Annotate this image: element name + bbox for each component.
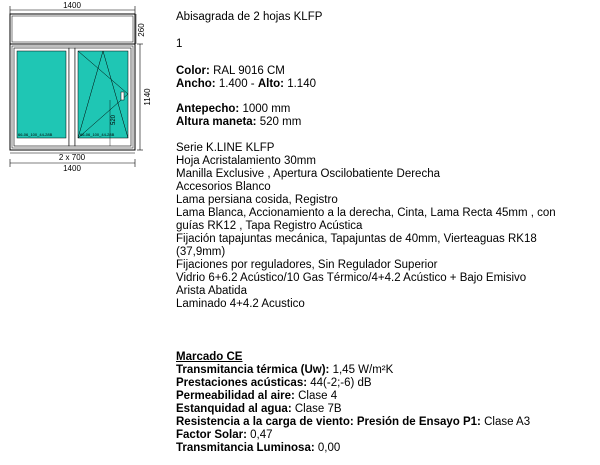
dim-box-label: 260 — [137, 23, 146, 37]
ce-row — [176, 442, 340, 455]
spec-line: Fijación tapajuntas mecánica, Tapajuntas de 40mm, Vierteaguas RK18 — [176, 233, 537, 245]
spec-line: Serie K.LINE KLFP — [176, 142, 275, 154]
maneta-label: Altura maneta: — [176, 116, 257, 128]
spec-line: Lama Blanca, Accionamiento a la derecha, Cinta, Lama Recta 45mm , con — [176, 207, 556, 219]
spec-line: Manilla Exclusive , Apertura Oscilobatiente Derecha — [176, 168, 440, 180]
dim-height-label: 1140 — [143, 88, 152, 106]
color-value: RAL 9016 CM — [213, 65, 285, 77]
ce-row-label: Estanquidad al agua: — [176, 403, 292, 415]
ancho-value: 1.400 — [218, 78, 248, 90]
antepecho-line — [176, 103, 290, 116]
ce-row — [176, 416, 530, 429]
window-diagram — [0, 0, 165, 175]
spec-line: Laminado 4+4.2 Acustico — [176, 298, 305, 310]
maneta-line — [176, 116, 301, 129]
spec-line: (37,9mm) — [176, 246, 226, 258]
spec-line: Fijaciones por reguladores, Sin Regulador Superior — [176, 259, 438, 271]
ce-row — [176, 403, 342, 416]
spec-line: Lama persiana cosida, Registro — [176, 194, 338, 206]
size-line: Ancho: 1.400 - Alto: 1.140 — [176, 78, 316, 90]
ce-row-label: Factor Solar: — [176, 429, 247, 441]
color-line — [176, 65, 285, 78]
ce-row — [176, 377, 372, 390]
left-glass — [17, 51, 66, 138]
right-glass-label: 66-06_100_44-28B — [80, 132, 115, 137]
spec-line: Arista Abatida — [176, 285, 247, 297]
handle-icon — [121, 92, 124, 100]
ce-row-label: Transmitancia térmica (Uw): — [176, 364, 330, 376]
dim-bottom-label: 1400 — [63, 164, 81, 173]
shutter-box — [10, 14, 135, 44]
ce-row — [176, 364, 393, 377]
spec-line: guías RK12 , Tapa Registro Acústica — [176, 220, 363, 232]
ce-row-label: Resistencia a la carga de viento: Presión de Ensayo P1: — [176, 416, 481, 428]
dim-split-label: 2 x 700 — [58, 153, 86, 162]
left-glass-label: 66-06_100_44-28B — [18, 132, 53, 137]
ce-heading: Marcado CE — [176, 351, 243, 363]
alto-label: Alto: — [257, 78, 285, 90]
ce-row — [176, 429, 273, 442]
dim-handle-label: 520 — [111, 114, 117, 126]
ancho-label: Ancho: — [176, 78, 216, 90]
antepecho-value: 1000 mm — [242, 103, 291, 115]
maneta-value: 520 mm — [259, 116, 302, 128]
antepecho-label: Antepecho: — [176, 103, 240, 115]
spec-line: Vidrio 6+6.2 Acústico/10 Gas Térmico/4+4.2 Acústico + Bajo Emisivo — [176, 272, 527, 284]
right-glass — [78, 51, 128, 138]
ce-row — [176, 390, 337, 403]
ce-row-value: Clase A3 — [484, 416, 531, 428]
ce-row-label: Permeabilidad al aire: — [176, 390, 295, 402]
quantity: 1 — [176, 38, 183, 50]
product-title: Abisagrada de 2 hojas KLFP — [176, 11, 323, 23]
ce-row-value: 0,47 — [250, 429, 273, 441]
ce-row-value: 44(-2;-6) dB — [310, 377, 372, 389]
mullion — [69, 48, 75, 146]
color-label: Color: — [176, 65, 210, 77]
window-drawing — [0, 0, 165, 175]
ce-row-label: Prestaciones acústicas: — [176, 377, 308, 389]
dim-top-label: 1400 — [63, 1, 81, 10]
ce-row-value: 0,00 — [317, 442, 341, 454]
ce-row-value: Clase 4 — [298, 390, 338, 402]
ce-row-label: Transmitancia Luminosa: — [176, 442, 315, 454]
ce-row-value: 1,45 W/m²K — [332, 364, 394, 376]
spec-line: Hoja Acristalamiento 30mm — [176, 155, 316, 167]
spec-line: Accesorios Blanco — [176, 181, 271, 193]
ce-row-value: Clase 7B — [294, 403, 342, 415]
alto-value: 1.140 — [287, 78, 316, 90]
